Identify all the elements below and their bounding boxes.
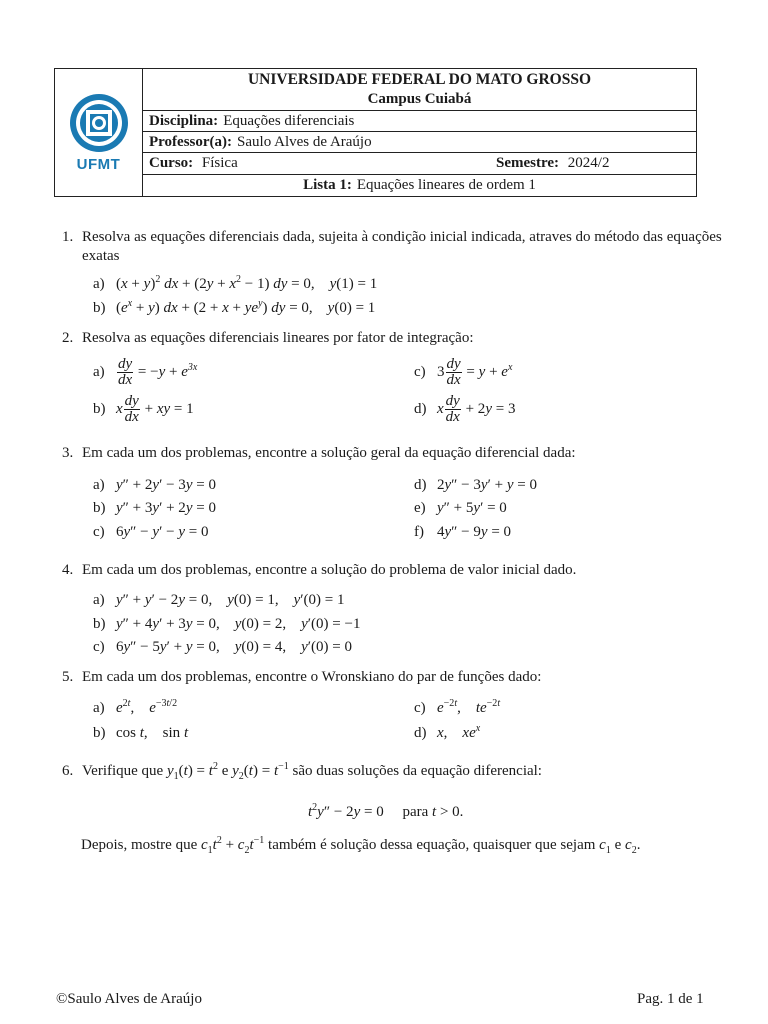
problem-6 [62, 762, 722, 781]
item-5b: b) cos t, sin t [93, 725, 189, 741]
university-name: UNIVERSIDADE FEDERAL DO MATO GROSSO [247, 71, 592, 88]
item-5d: d) x, $xe^x$ [414, 723, 481, 741]
footer-page: Pag. 1 de 1 [637, 991, 704, 1007]
item-2d: d) x $\frac{dy}{dx}$ + 2y = 3 [414, 393, 516, 425]
item-3b: b) y″ + 3y′ + 2y = 0 [93, 500, 216, 516]
item-3e: e) y″ + 5y′ = 0 [414, 500, 507, 516]
header-table [54, 68, 697, 197]
discipline-label: Disciplina: [149, 112, 219, 129]
problem-text: Resolva as equações diferenciais lineares por fator de integração: [82, 330, 474, 346]
professor-value: Saulo Alves de Araújo [237, 134, 372, 150]
problem-3 [62, 444, 722, 463]
item-3f: f) 4y″ − 9y = 0 [414, 524, 512, 540]
semester-label: Semestre: [496, 155, 560, 172]
problem-number: 2. [62, 330, 74, 346]
course-row [143, 153, 696, 174]
item-3d: d) 2y″ − 3y′ + y = 0 [414, 477, 537, 493]
campus-name: Campus Cuiabá [367, 91, 472, 107]
logo-text: UFMT [76, 156, 121, 173]
problem-number: 3. [62, 445, 74, 461]
course-label: Curso: [149, 155, 194, 172]
professor-row [143, 132, 696, 153]
course-value: Física [201, 155, 238, 172]
title-block [143, 69, 696, 111]
problem-number: 1. [62, 229, 74, 245]
item-2c: c) 3 $\frac{dy}{dx}$ = $y + e^x$ [414, 356, 513, 388]
item-4b: b) y″ + 4y′ + 3y = 0, y(0) = 2, y′(0) = −1 [93, 616, 361, 632]
problem-number: 4. [62, 562, 74, 578]
problem-2 [62, 329, 722, 348]
item-5a: a) $e^{2t}$, $e^{-3t/2}$ [93, 698, 178, 716]
discipline-row [143, 111, 696, 132]
item-4a: a) y″ + y′ − 2y = 0, y(0) = 1, y′(0) = 1 [93, 592, 345, 608]
list-value: Equações lineares de ordem 1 [356, 176, 536, 193]
item-2b: b) x $\frac{dy}{dx}$ + xy = 1 [93, 393, 194, 425]
problem-text: Resolva as equações diferenciais dada, sujeita à condição inicial indicada, atraves do método das equações exatas [82, 229, 722, 264]
logo [55, 69, 143, 196]
item-2a: a) $\frac{dy}{dx}$ = $-y + e^{3x}$ [93, 356, 198, 388]
list-row [143, 175, 696, 196]
professor-label: Professor(a): [149, 134, 233, 150]
problem-text: Verifique que $y_1(t) = t^2$ e $y_2(t) = t^{-1}$ são duas soluções da equação diferencial: [82, 761, 542, 782]
item-3a: a) y″ + 2y′ − 3y = 0 [93, 477, 216, 493]
conclusion-6: Depois, mostre que $c_1t^2 + c_2t^{-1}$ também é solução dessa equação, quaisquer que sejam $c_1$ e $c_2$. [81, 835, 641, 856]
problem-5 [62, 668, 722, 687]
item-1a: a) $(x + y)^2$ dx + $(2y + x^2 - 1)$ dy = 0, y(1) = 1 [93, 274, 378, 292]
problem-1 [62, 228, 722, 266]
problem-text: Em cada um dos problemas, encontre a solução geral da equação diferencial dada: [82, 445, 576, 461]
equation-6: $t^2y'' - 2y = 0$ para t > 0. [308, 802, 464, 820]
problem-number: 5. [62, 669, 74, 685]
problem-4 [62, 561, 722, 580]
problem-text: Em cada um dos problemas, encontre o Wronskiano do par de funções dado: [82, 669, 542, 685]
item-4c: c) 6y″ − 5y′ + y = 0, y(0) = 4, y′(0) = 0 [93, 639, 352, 655]
footer-author: ©Saulo Alves de Araújo [56, 991, 202, 1007]
ufmt-logo-icon [68, 92, 130, 154]
problem-text: Em cada um dos problemas, encontre a solução do problema de valor inicial dado. [82, 562, 577, 578]
discipline-value: Equações diferenciais [223, 112, 355, 129]
item-3c: c) 6y″ − y′ − y = 0 [93, 524, 209, 540]
list-label: Lista 1: [303, 176, 352, 193]
problem-number: 6. [62, 763, 74, 779]
semester-value: 2024/2 [567, 155, 610, 172]
item-5c: c) $e^{-2t}$, $te^{-2t}$ [414, 698, 501, 716]
item-1b: b) $(e^x + y)$ dx + $(2 + x + ye^y)$ dy = 0, y(0) = 1 [93, 298, 376, 316]
